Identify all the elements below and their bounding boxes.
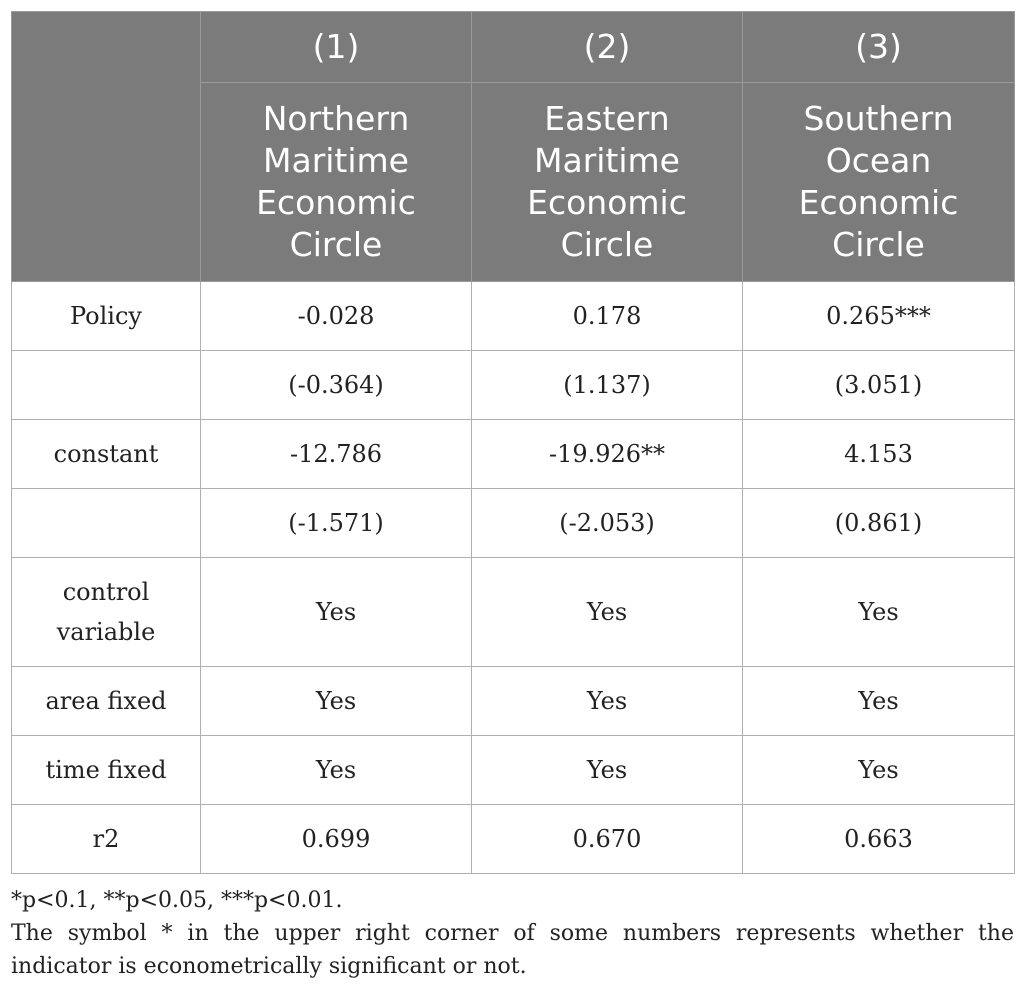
row-label: time fixed [12,736,201,805]
cell-value: 4.153 [743,420,1015,489]
cell-value: Yes [472,558,743,667]
significance-note: *p<0.1, **p<0.05, ***p<0.01. [11,888,343,913]
header-region-eastern: Eastern Maritime Economic Circle [472,83,743,282]
cell-value: (-0.364) [201,351,472,420]
cell-value: Yes [201,736,472,805]
cell-value: -0.028 [201,282,472,351]
row-label: constant [12,420,201,489]
row-label [12,351,201,420]
header-region-southern: Southern Ocean Economic Circle [743,83,1015,282]
cell-value: 0.663 [743,805,1015,874]
row-label: control variable [12,558,201,667]
table-footnotes [11,884,1014,983]
table-row [12,805,1015,874]
cell-value: -12.786 [201,420,472,489]
header-number-2: (2) [472,12,743,83]
cell-value: Yes [201,558,472,667]
regression-table-container [11,11,1014,874]
cell-value: 0.265*** [743,282,1015,351]
table-row [12,489,1015,558]
cell-value: (3.051) [743,351,1015,420]
cell-value: (0.861) [743,489,1015,558]
row-label: r2 [12,805,201,874]
table-row [12,736,1015,805]
header-row-numbers [12,12,1015,83]
cell-value: 0.699 [201,805,472,874]
table-row [12,558,1015,667]
header-corner [12,12,201,282]
table-row [12,282,1015,351]
explanation-note: The symbol * in the upper right corner of some numbers represents whether the indicator is econometrically significant or not. [11,921,1014,979]
cell-value: Yes [201,667,472,736]
cell-value: -19.926** [472,420,743,489]
cell-value: (-2.053) [472,489,743,558]
cell-value: 0.178 [472,282,743,351]
cell-value: Yes [743,667,1015,736]
table-row [12,667,1015,736]
table-row [12,420,1015,489]
row-label: area fixed [12,667,201,736]
cell-value: Yes [472,667,743,736]
header-number-3: (3) [743,12,1015,83]
cell-value: (-1.571) [201,489,472,558]
cell-value: (1.137) [472,351,743,420]
regression-table [11,11,1015,874]
header-number-1: (1) [201,12,472,83]
header-region-northern: Northern Maritime Economic Circle [201,83,472,282]
cell-value: 0.670 [472,805,743,874]
cell-value: Yes [472,736,743,805]
cell-value: Yes [743,736,1015,805]
row-label [12,489,201,558]
cell-value: Yes [743,558,1015,667]
row-label: Policy [12,282,201,351]
table-row [12,351,1015,420]
